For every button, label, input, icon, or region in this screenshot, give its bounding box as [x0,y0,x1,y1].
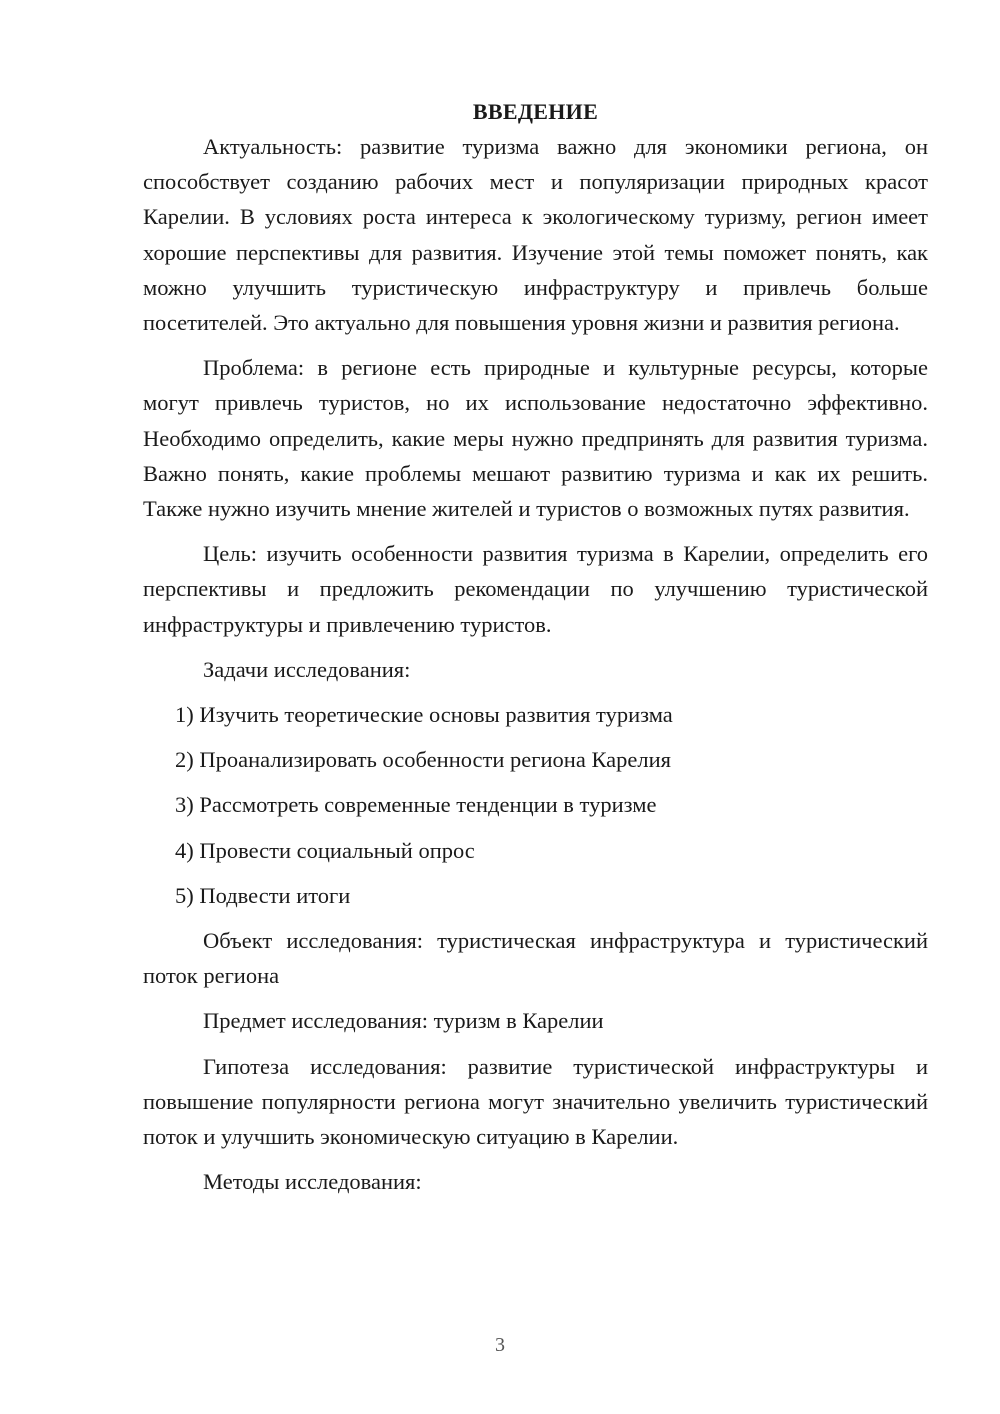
subject-paragraph: Предмет исследования: туризм в Карелии [203,1008,604,1034]
list-item: 4) Провести социальный опрос [175,837,475,863]
problem-paragraph: Проблема: в регионе есть природные и культурные ресурсы, которые могут привлечь туристов, но их использование недостаточно эффективно. Необходимо определить, какие меры нужно предпринять для развития туризма. Важно понять, какие проблемы мешают развитию туризма и как их решить. Также нужно изучить мнение жителей и туристов о возможных путях развития. [143,355,928,522]
goal-paragraph: Цель: изучить особенности развития туризма в Карелии, определить его перспективы и предложить рекомендации по улучшению туристической инфраструктуры и привлечению туристов. [143,541,928,637]
tasks-list [143,697,928,913]
hypothesis-paragraph: Гипотеза исследования: развитие туристической инфраструктуры и повышение популярности региона могут значительно увеличить туристический поток и улучшить экономическую ситуацию в Карелии. [143,1053,928,1150]
page-number: 3 [495,1334,505,1356]
methods-heading: Методы исследования: [203,1169,422,1195]
page-title: ВВЕДЕНИЕ [472,99,599,124]
list-item: 5) Подвести итоги [175,882,351,908]
list-item: 3) Рассмотреть современные тенденции в туризме [175,792,657,818]
document-page [143,94,928,1209]
tasks-heading: Задачи исследования: [203,656,411,682]
object-paragraph: Объект исследования: туристическая инфраструктура и туристический поток региона [143,928,928,989]
list-item: 2) Проанализировать особенности региона Карелия [175,747,671,773]
list-item: 1) Изучить теоретические основы развития туризма [175,702,673,728]
relevance-paragraph: Актуальность: развитие туризма важно для экономики региона, он способствует созданию рабочих мест и популяризации природных красот Карелии. В условиях роста интереса к экологическому туризму, регион имеет хорошие перспективы для развития. Изучение этой темы поможет понять, как можно улучшить туристическую инфраструктуру и привлечь больше посетителей. Это актуально для повышения уровня жизни и развития региона. [143,134,928,336]
